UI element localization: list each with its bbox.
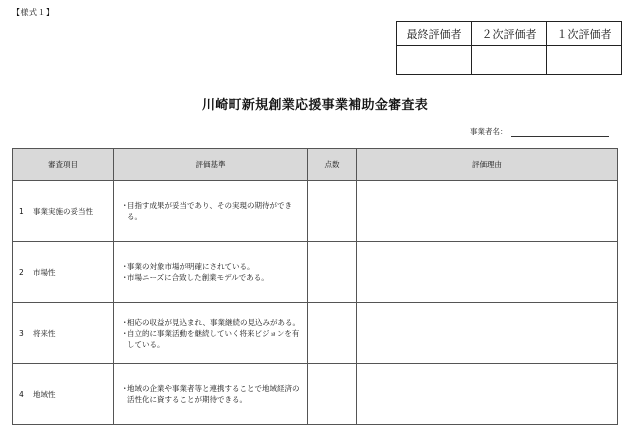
header-score: 点数 — [308, 149, 357, 181]
evaluator-header-second: ２次評価者 — [472, 22, 547, 46]
reason-cell[interactable] — [357, 364, 618, 425]
criteria-text: 自立的に事業活動を継続していく将来ビジョンを有している。 — [127, 328, 300, 349]
evaluator-table — [396, 21, 622, 75]
bullet-icon: ・ — [121, 201, 129, 210]
evaluator-sign-second[interactable] — [472, 46, 547, 75]
score-cell[interactable] — [308, 242, 357, 303]
table-row — [13, 303, 618, 364]
review-item-cell — [13, 303, 114, 364]
criteria-text: 事業の対象市場が明確にされている。 — [127, 262, 255, 271]
criteria-text: 相応の収益が見込まれ、事業継続の見込みがある。 — [127, 317, 300, 327]
applicant-name-line[interactable] — [511, 127, 609, 137]
bullet-icon: ・ — [121, 384, 129, 393]
header-review-item: 審査項目 — [13, 149, 114, 181]
evaluator-header-first: １次評価者 — [547, 22, 622, 46]
criteria-text: 市場ニーズに合致した創業モデルである。 — [127, 273, 269, 282]
review-item-cell — [13, 242, 114, 303]
applicant-field — [470, 126, 609, 137]
criteria-cell — [114, 181, 308, 242]
criteria-text: 地域の企業や事業者等と連携することで地域経済の活性化に資することが期待できる。 — [127, 384, 300, 404]
bullet-icon: ・ — [121, 328, 129, 338]
evaluator-header-final: 最終評価者 — [397, 22, 472, 46]
bullet-icon: ・ — [121, 317, 129, 327]
review-item-cell — [13, 181, 114, 242]
criteria-cell — [114, 364, 308, 425]
item-number: 1 — [19, 206, 24, 216]
table-row — [13, 181, 618, 242]
reason-cell[interactable] — [357, 181, 618, 242]
table-row — [13, 364, 618, 425]
criteria-cell — [114, 242, 308, 303]
item-number: 2 — [19, 267, 24, 277]
evaluator-sign-first[interactable] — [547, 46, 622, 75]
item-label: 市場性 — [33, 267, 56, 277]
reason-cell[interactable] — [357, 242, 618, 303]
item-label: 地域性 — [33, 389, 56, 399]
item-number: 3 — [19, 328, 24, 338]
item-number: 4 — [19, 389, 24, 399]
applicant-label: 事業者名： — [470, 127, 508, 136]
document-title: 川崎町新規創業応援事業補助金審査表 — [201, 98, 429, 113]
score-cell[interactable] — [308, 181, 357, 242]
review-table — [12, 148, 618, 425]
table-row — [13, 242, 618, 303]
review-item-cell — [13, 364, 114, 425]
item-label: 事業実施の妥当性 — [33, 206, 93, 216]
criteria-text: 目指す成果が妥当であり、その実現の期待ができる。 — [127, 201, 292, 221]
header-criteria: 評価基準 — [114, 149, 308, 181]
item-label: 将来性 — [33, 328, 56, 338]
form-label: 【様式１】 — [12, 8, 55, 17]
score-cell[interactable] — [308, 364, 357, 425]
criteria-cell — [114, 303, 308, 364]
bullet-icon: ・ — [121, 262, 129, 271]
bullet-icon: ・ — [121, 273, 129, 282]
score-cell[interactable] — [308, 303, 357, 364]
header-reason: 評価理由 — [357, 149, 618, 181]
evaluator-sign-final[interactable] — [397, 46, 472, 75]
reason-cell[interactable] — [357, 303, 618, 364]
